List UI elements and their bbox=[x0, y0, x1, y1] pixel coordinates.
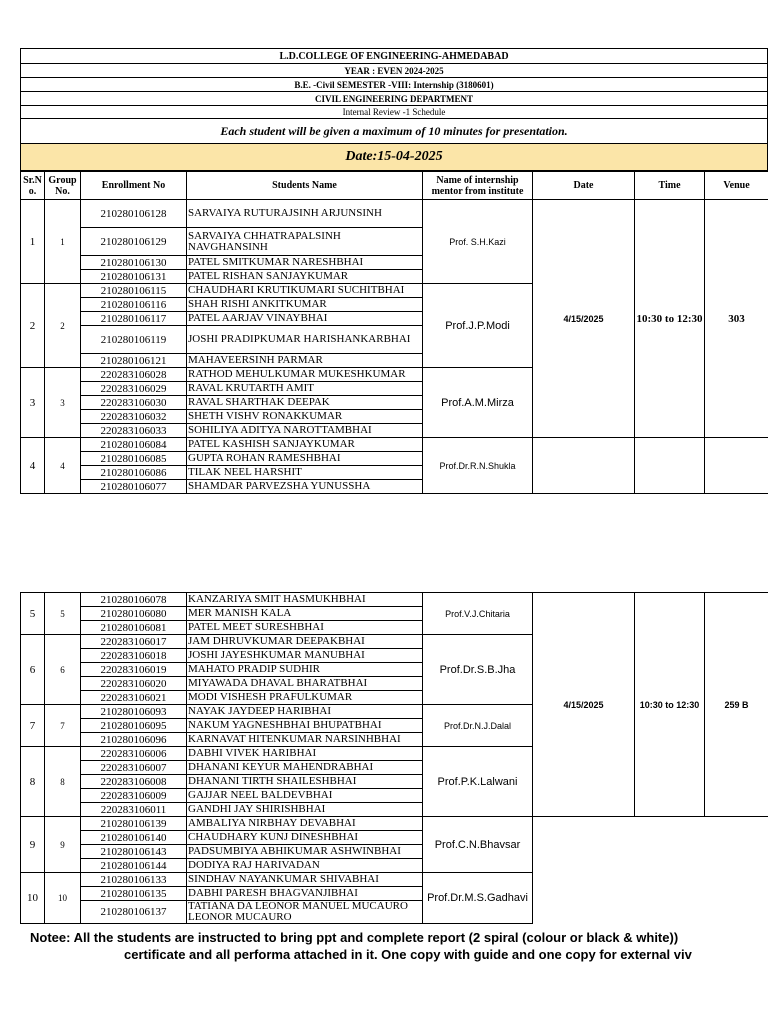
college-title: L.D.COLLEGE OF ENGINEERING-AHMEDABAD bbox=[21, 49, 768, 64]
mentor-name: Prof.V.J.Chitaria bbox=[423, 593, 533, 635]
student-name: PATEL AARJAV VINAYBHAI bbox=[187, 312, 423, 326]
enrollment-number: 210280106116 bbox=[81, 298, 187, 312]
col-student-name: Students Name bbox=[187, 172, 423, 200]
enrollment-number: 220283106029 bbox=[81, 382, 187, 396]
table-row bbox=[21, 200, 768, 228]
session-time: 10:30 to 12:30 bbox=[635, 593, 705, 817]
col-venue: Venue bbox=[705, 172, 768, 200]
enrollment-number: 220283106009 bbox=[81, 789, 187, 803]
group-number: 8 bbox=[45, 747, 81, 817]
mentor-name: Prof.C.N.Bhavsar bbox=[423, 817, 533, 873]
enrollment-number: 220283106021 bbox=[81, 691, 187, 705]
serial-number: 2 bbox=[21, 284, 45, 368]
mentor-name: Prof.Dr.R.N.Shukla bbox=[423, 438, 533, 494]
serial-number: 8 bbox=[21, 747, 45, 817]
table-row bbox=[21, 817, 768, 831]
student-name: MIYAWADA DHAVAL BHARATBHAI bbox=[187, 677, 423, 691]
serial-number: 9 bbox=[21, 817, 45, 873]
group-number: 1 bbox=[45, 200, 81, 284]
student-name: SOHILIYA ADITYA NAROTTAMBHAI bbox=[187, 424, 423, 438]
session-date: 4/15/2025 bbox=[533, 593, 635, 817]
enrollment-number: 220283106019 bbox=[81, 663, 187, 677]
table-row bbox=[21, 438, 768, 452]
enrollment-number: 220283106017 bbox=[81, 635, 187, 649]
serial-number: 7 bbox=[21, 705, 45, 747]
instruction-line: Each student will be given a maximum of 10 minutes for presentation. bbox=[21, 119, 768, 144]
mentor-name: Prof. S.H.Kazi bbox=[423, 200, 533, 284]
enrollment-number: 220283106030 bbox=[81, 396, 187, 410]
enrollment-number: 220283106032 bbox=[81, 410, 187, 424]
header-table bbox=[20, 48, 768, 171]
enrollment-number: 210280106130 bbox=[81, 256, 187, 270]
footnote-line-2: certificate and all performa attached in it. One copy with guide and one copy for external viv bbox=[124, 947, 692, 962]
serial-number: 1 bbox=[21, 200, 45, 284]
enrollment-number: 220283106011 bbox=[81, 803, 187, 817]
table-row bbox=[21, 901, 768, 924]
enrollment-number: 210280106095 bbox=[81, 719, 187, 733]
student-name: TILAK NEEL HARSHIT bbox=[187, 466, 423, 480]
student-name: PATEL KASHISH SANJAYKUMAR bbox=[187, 438, 423, 452]
student-name: KANZARIYA SMIT HASMUKHBHAI bbox=[187, 593, 423, 607]
student-name: DODIYA RAJ HARIVADAN bbox=[187, 859, 423, 873]
table-row bbox=[21, 873, 768, 887]
enrollment-number: 210280106144 bbox=[81, 859, 187, 873]
col-date: Date bbox=[533, 172, 635, 200]
student-name: SARVAIYA RUTURAJSINH ARJUNSINH bbox=[187, 200, 423, 228]
enrollment-number: 210280106129 bbox=[81, 228, 187, 256]
col-enrollment: Enrollment No bbox=[81, 172, 187, 200]
student-name: SHETH VISHV RONAKKUMAR bbox=[187, 410, 423, 424]
col-sr: Sr.N o. bbox=[21, 172, 45, 200]
serial-number: 10 bbox=[21, 873, 45, 924]
student-name: DABHI PARESH BHAGVANJIBHAI bbox=[187, 887, 423, 901]
student-name: SARVAIYA CHHATRAPALSINH NAVGHANSINH bbox=[187, 228, 423, 256]
student-name: NAKUM YAGNESHBHAI BHUPATBHAI bbox=[187, 719, 423, 733]
serial-number: 3 bbox=[21, 368, 45, 438]
enrollment-number: 210280106137 bbox=[81, 901, 187, 924]
student-name: DHANANI KEYUR MAHENDRABHAI bbox=[187, 761, 423, 775]
student-name: MODI VISHESH PRAFULKUMAR bbox=[187, 691, 423, 705]
group-number: 5 bbox=[45, 593, 81, 635]
student-name: SINDHAV NAYANKUMAR SHIVABHAI bbox=[187, 873, 423, 887]
enrollment-number: 210280106135 bbox=[81, 887, 187, 901]
enrollment-number: 210280106143 bbox=[81, 845, 187, 859]
enrollment-number: 210280106115 bbox=[81, 284, 187, 298]
student-name: SHAMDAR PARVEZSHA YUNUSSHA bbox=[187, 480, 423, 494]
serial-number: 4 bbox=[21, 438, 45, 494]
enrollment-number: 210280106084 bbox=[81, 438, 187, 452]
student-name: GAJJAR NEEL BALDEVBHAI bbox=[187, 789, 423, 803]
department-line: CIVIL ENGINEERING DEPARTMENT bbox=[21, 92, 768, 106]
enrollment-number: 210280106117 bbox=[81, 312, 187, 326]
enrollment-number: 210280106133 bbox=[81, 873, 187, 887]
student-name: PATEL SMITKUMAR NARESHBHAI bbox=[187, 256, 423, 270]
student-name: JAM DHRUVKUMAR DEEPAKBHAI bbox=[187, 635, 423, 649]
student-name: AMBALIYA NIRBHAY DEVABHAI bbox=[187, 817, 423, 831]
session-continuation-cell bbox=[635, 438, 705, 494]
enrollment-number: 220283106033 bbox=[81, 424, 187, 438]
schedule-sheet bbox=[20, 48, 768, 494]
serial-number: 6 bbox=[21, 635, 45, 705]
enrollment-number: 210280106139 bbox=[81, 817, 187, 831]
student-name: JOSHI JAYESHKUMAR MANUBHAI bbox=[187, 649, 423, 663]
schedule-table-part1 bbox=[20, 171, 768, 494]
group-number: 2 bbox=[45, 284, 81, 368]
group-number: 9 bbox=[45, 817, 81, 873]
session-venue: 259 B bbox=[705, 593, 768, 817]
enrollment-number: 210280106131 bbox=[81, 270, 187, 284]
student-name: TATIANA DA LEONOR MANUEL MUCAURO LEONOR MUCAURO bbox=[187, 901, 423, 924]
enrollment-number: 210280106128 bbox=[81, 200, 187, 228]
student-name: MER MANISH KALA bbox=[187, 607, 423, 621]
year-line: YEAR : EVEN 2024-2025 bbox=[21, 64, 768, 78]
table-row bbox=[21, 887, 768, 901]
enrollment-number: 220283106020 bbox=[81, 677, 187, 691]
group-number: 4 bbox=[45, 438, 81, 494]
enrollment-number: 210280106081 bbox=[81, 621, 187, 635]
student-name: RATHOD MEHULKUMAR MUKESHKUMAR bbox=[187, 368, 423, 382]
table-row bbox=[21, 845, 768, 859]
student-name: PADSUMBIYA ABHIKUMAR ASHWINBHAI bbox=[187, 845, 423, 859]
session-time: 10:30 to 12:30 bbox=[635, 200, 705, 438]
student-name: RAVAL SHARTHAK DEEPAK bbox=[187, 396, 423, 410]
enrollment-number: 210280106080 bbox=[81, 607, 187, 621]
enrollment-number: 220283106007 bbox=[81, 761, 187, 775]
group-number: 7 bbox=[45, 705, 81, 747]
session-continuation-cell bbox=[533, 438, 635, 494]
enrollment-number: 220283106008 bbox=[81, 775, 187, 789]
student-name: MAHAVEERSINH PARMAR bbox=[187, 354, 423, 368]
student-name: PATEL MEET SURESHBHAI bbox=[187, 621, 423, 635]
schedule-table-part2 bbox=[20, 592, 768, 924]
enrollment-number: 210280106077 bbox=[81, 480, 187, 494]
schedule-line: Internal Review -1 Schedule bbox=[21, 106, 768, 119]
table-row bbox=[21, 831, 768, 845]
student-name: RAVAL KRUTARTH AMIT bbox=[187, 382, 423, 396]
enrollment-number: 210280106085 bbox=[81, 452, 187, 466]
session-venue: 303 bbox=[705, 200, 768, 438]
group-number: 3 bbox=[45, 368, 81, 438]
enrollment-number: 210280106096 bbox=[81, 733, 187, 747]
enrollment-number: 220283106018 bbox=[81, 649, 187, 663]
enrollment-number: 210280106140 bbox=[81, 831, 187, 845]
enrollment-number: 210280106078 bbox=[81, 593, 187, 607]
serial-number: 5 bbox=[21, 593, 45, 635]
enrollment-number: 220283106028 bbox=[81, 368, 187, 382]
student-name: GANDHI JAY SHIRISHBHAI bbox=[187, 803, 423, 817]
student-name: MAHATO PRADIP SUDHIR bbox=[187, 663, 423, 677]
enrollment-number: 210280106119 bbox=[81, 326, 187, 354]
student-name: SHAH RISHI ANKITKUMAR bbox=[187, 298, 423, 312]
col-time: Time bbox=[635, 172, 705, 200]
student-name: CHAUDHARI KRUTIKUMARI SUCHITBHAI bbox=[187, 284, 423, 298]
mentor-name: Prof.J.P.Modi bbox=[423, 284, 533, 368]
table-row bbox=[21, 859, 768, 873]
enrollment-number: 220283106006 bbox=[81, 747, 187, 761]
student-name: DHANANI TIRTH SHAILESHBHAI bbox=[187, 775, 423, 789]
mentor-name: Prof.Dr.N.J.Dalal bbox=[423, 705, 533, 747]
student-name: CHAUDHARY KUNJ DINESHBHAI bbox=[187, 831, 423, 845]
mentor-name: Prof.P.K.Lalwani bbox=[423, 747, 533, 817]
col-mentor: Name of internship mentor from institute bbox=[423, 172, 533, 200]
mentor-name: Prof.A.M.Mirza bbox=[423, 368, 533, 438]
session-continuation-cell bbox=[705, 438, 768, 494]
mentor-name: Prof.Dr.M.S.Gadhavi bbox=[423, 873, 533, 924]
col-group: Group No. bbox=[45, 172, 81, 200]
group-number: 6 bbox=[45, 635, 81, 705]
student-name: KARNAVAT HITENKUMAR NARSINHBHAI bbox=[187, 733, 423, 747]
table-row bbox=[21, 593, 768, 607]
session-date: 4/15/2025 bbox=[533, 200, 635, 438]
student-name: JOSHI PRADIPKUMAR HARISHANKARBHAI bbox=[187, 326, 423, 354]
mentor-name: Prof.Dr.S.B.Jha bbox=[423, 635, 533, 705]
course-line: B.E. -Civil SEMESTER -VIII: Internship (3180601) bbox=[21, 78, 768, 92]
group-number: 10 bbox=[45, 873, 81, 924]
footnote-line-1: Notee: All the students are instructed to bring ppt and complete report (2 spiral (colour or black & white)) bbox=[30, 930, 679, 945]
student-name: NAYAK JAYDEEP HARIBHAI bbox=[187, 705, 423, 719]
enrollment-number: 210280106086 bbox=[81, 466, 187, 480]
enrollment-number: 210280106093 bbox=[81, 705, 187, 719]
date-banner: Date:15-04-2025 bbox=[21, 144, 768, 171]
student-name: GUPTA ROHAN RAMESHBHAI bbox=[187, 452, 423, 466]
enrollment-number: 210280106121 bbox=[81, 354, 187, 368]
student-name: DABHI VIVEK HARIBHAI bbox=[187, 747, 423, 761]
schedule-sheet-part2 bbox=[20, 592, 768, 924]
student-name: PATEL RISHAN SANJAYKUMAR bbox=[187, 270, 423, 284]
